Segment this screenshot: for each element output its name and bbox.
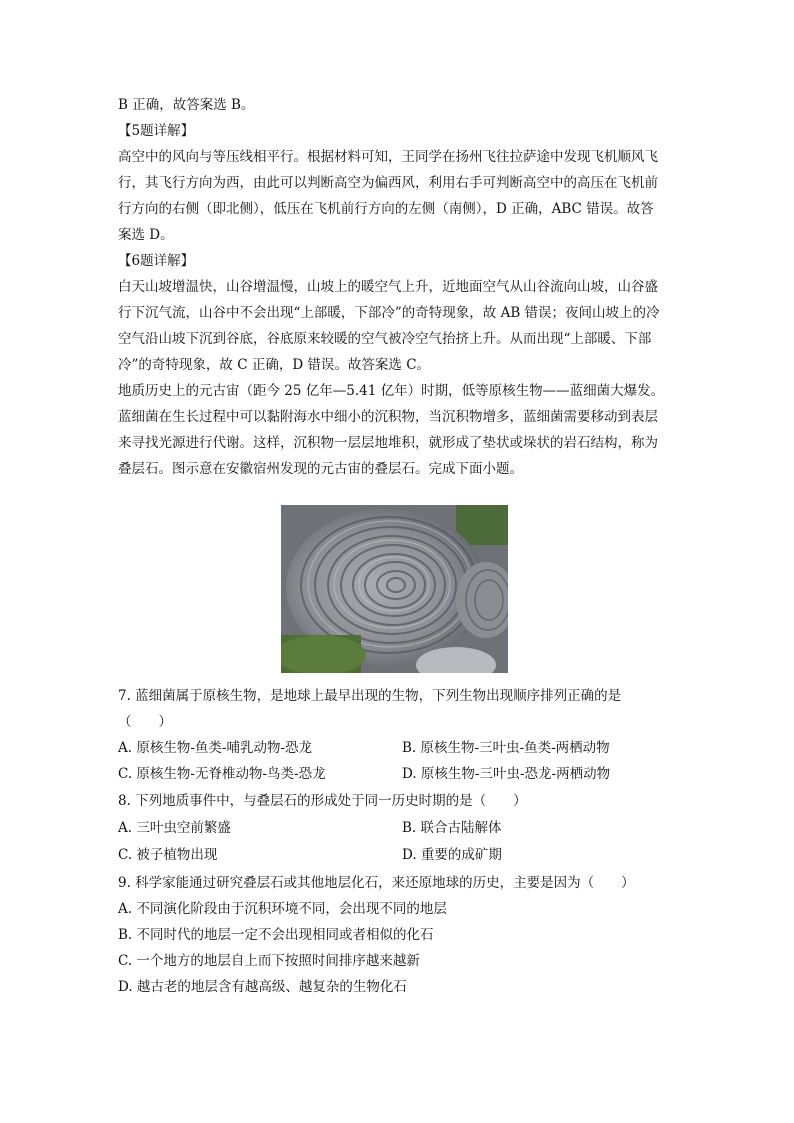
q8-option-c[interactable]: C. 被子植物出现: [118, 847, 218, 863]
q5-explanation: [118, 118, 678, 248]
answer-line: [118, 92, 678, 118]
q9-option-a[interactable]: A. 不同演化阶段由于沉积环境不同，会出现不同的地层: [118, 901, 447, 917]
q7-option-a[interactable]: A. 原核生物-鱼类-哺乳动物-恐龙: [118, 740, 313, 756]
q9-option-b[interactable]: B. 不同时代的地层一定不会出现相同或者相似的化石: [118, 927, 434, 943]
q7-stem-text: 7. 蓝细菌属于原核生物，是地球上最早出现的生物，下列生物出现顺序排列正确的是: [118, 688, 622, 704]
q6-line: 冷”的奇特现象，故 C 正确，D 错误。故答案选 C。: [118, 357, 431, 373]
q8-stem: [118, 788, 678, 814]
material-line: 地质历史上的元古宙（距今 25 亿年—5.41 亿年）时期，低等原核生物——蓝细菌大爆发。: [118, 383, 665, 399]
answer-text: B 正确，故答案选 B。: [118, 97, 255, 113]
q7-paren: （ ）: [118, 714, 172, 730]
q5-line: 行方向的右侧（即北侧），低压在飞机前行方向的左侧（南侧），D 正确，ABC 错误。故答: [118, 201, 654, 217]
q8-option-b[interactable]: B. 联合古陆解体: [402, 820, 502, 836]
q9-option-d[interactable]: D. 越古老的地层含有越高级、越复杂的生物化石: [118, 979, 407, 995]
q7-stem: [118, 683, 678, 735]
material-line: 蓝细菌在生长过程中可以黏附海水中细小的沉积物，当沉积物增多，蓝细菌需要移动到表层: [118, 409, 658, 425]
q6-heading: 【6题详解】: [118, 253, 195, 269]
q7-option-d[interactable]: D. 原核生物-三叶虫-恐龙-两栖动物: [402, 766, 611, 782]
q7-option-b[interactable]: B. 原核生物-三叶虫-鱼类-两栖动物: [402, 740, 610, 756]
stromatolite-photo: [281, 505, 508, 673]
q5-line: 高空中的风向与等压线相平行。根据材料可知，王同学在扬州飞往拉萨途中发现飞机顺风飞: [118, 149, 658, 165]
q6-line: 白天山坡增温快，山谷增温慢，山坡上的暖空气上升，近地面空气从山谷流向山坡，山谷盛: [118, 279, 658, 295]
q6-line: 行下沉气流，山谷中不会出现“上部暖，下部冷”的奇特现象，故 AB 错误；夜间山坡上的冷: [118, 305, 660, 321]
q8-stem-text: 8. 下列地质事件中，与叠层石的形成处于同一历史时期的是（ ）: [118, 793, 527, 809]
material-paragraph: [118, 378, 678, 482]
q5-heading: 【5题详解】: [118, 123, 195, 139]
q6-line: 空气沿山坡下沉到谷底，谷底原来较暖的空气被冷空气抬挤上升。从而出现“上部暖、下部: [118, 331, 652, 347]
q9-block: [118, 870, 678, 1000]
q9-option-c[interactable]: C. 一个地方的地层自上而下按照时间排序越来越新: [118, 953, 420, 969]
material-line: 叠层石。图示意在安徽宿州发现的元古宙的叠层石。完成下面小题。: [118, 461, 523, 477]
q6-explanation: [118, 248, 678, 378]
q8-option-d[interactable]: D. 重要的成矿期: [402, 847, 502, 863]
q5-line: 行，其飞行方向为西，由此可以判断高空为偏西风，利用右手可判断高空中的高压在飞机前: [118, 175, 658, 191]
material-line: 来寻找光源进行代谢。这样，沉积物一层层地堆积，就形成了垫状或垛状的岩石结构，称为: [118, 435, 658, 451]
q5-line: 案选 D。: [118, 227, 174, 243]
q7-option-c[interactable]: C. 原核生物-无脊椎动物-鸟类-恐龙: [118, 766, 326, 782]
q9-stem-text: 9. 科学家能通过研究叠层石或其他地层化石，来还原地球的历史，主要是因为（ ）: [118, 875, 635, 891]
q8-option-a[interactable]: A. 三叶虫空前繁盛: [118, 820, 231, 836]
